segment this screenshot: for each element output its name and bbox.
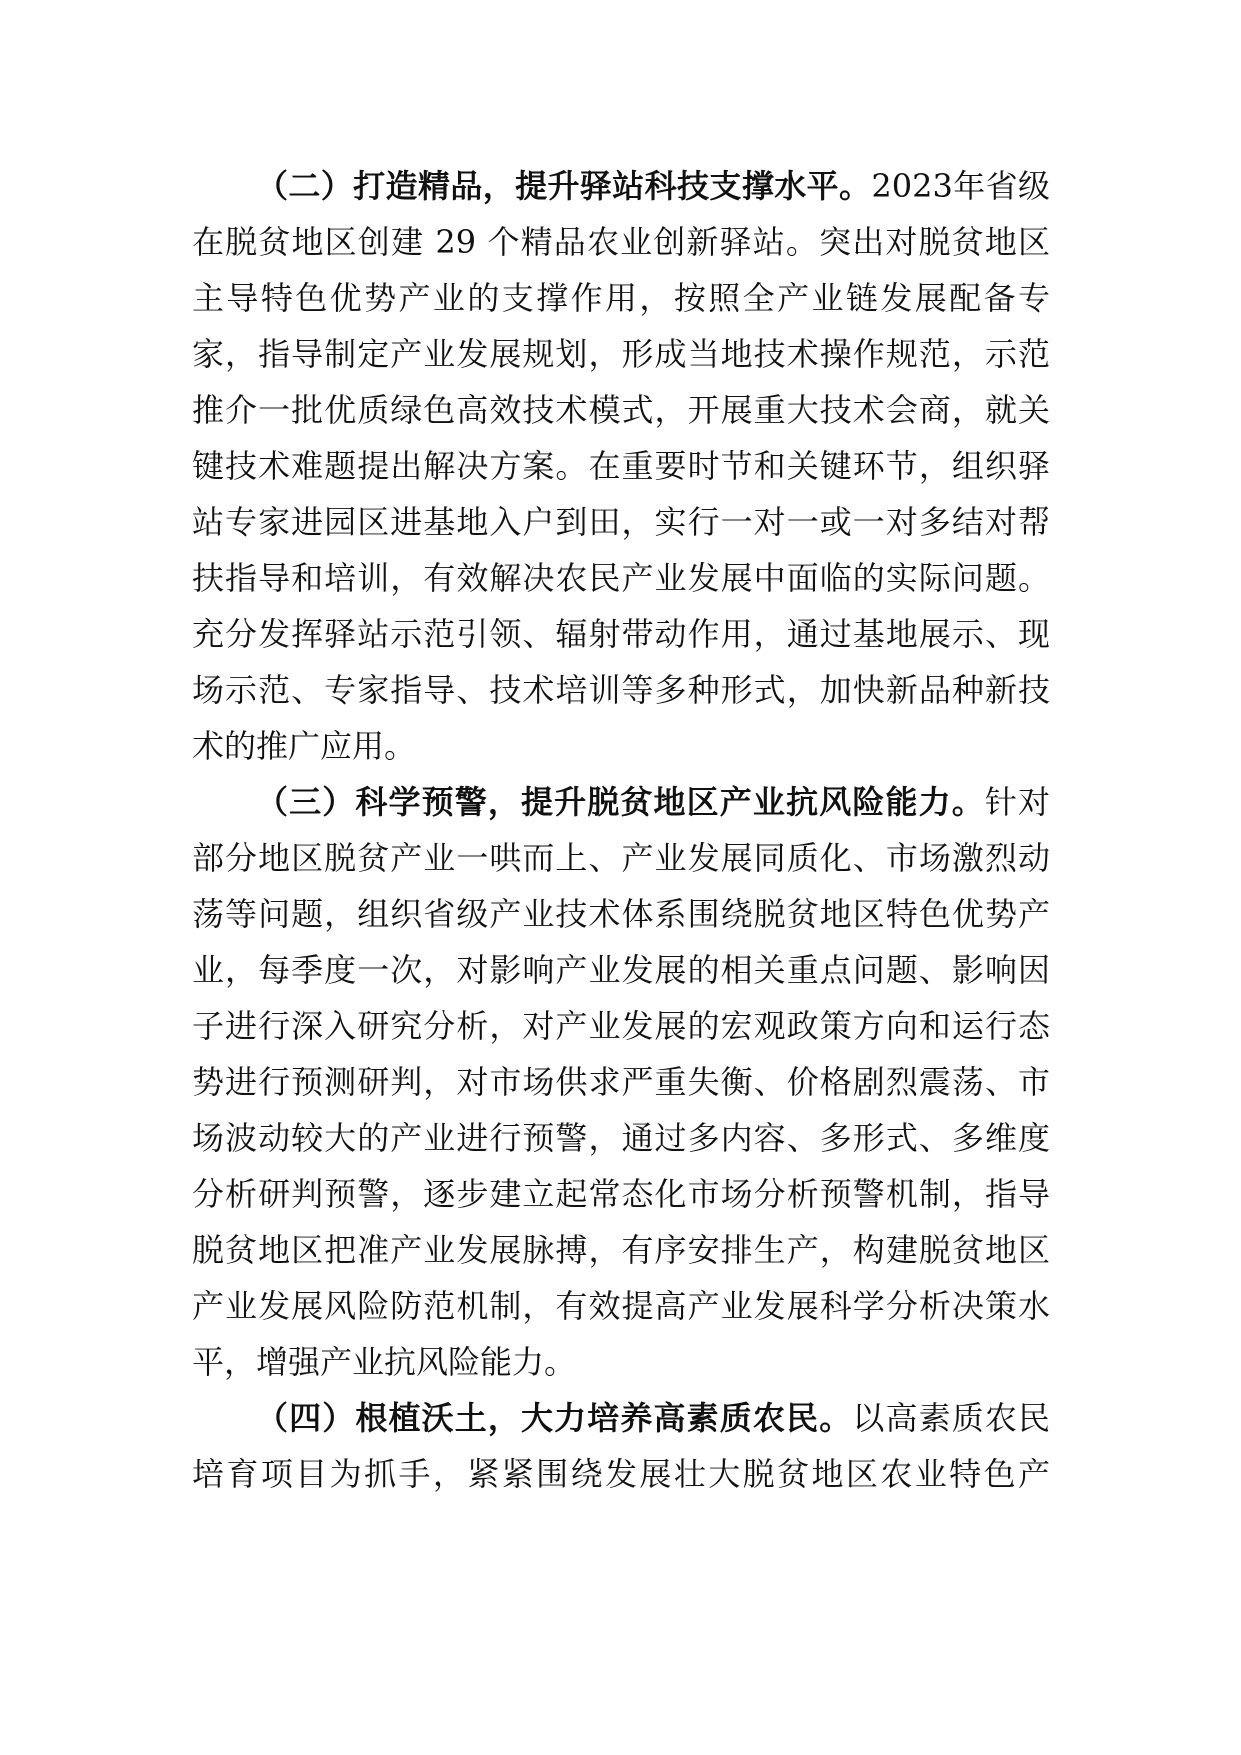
text-line: 场示范、专家指导、技术培训等多种形式，加快新品种新技	[192, 671, 1050, 709]
text-run: 针对	[984, 783, 1050, 821]
text-line: 推介一批优质绿色高效技术模式，开展重大技术会商，就关	[192, 391, 1050, 429]
text-line: 平，增强产业抗风险能力。	[192, 1343, 577, 1381]
text-line: 扶指导和培训，有效解决农民产业发展中面临的实际问题。	[192, 559, 1050, 597]
text-line: 在脱贫地区创建 29 个精品农业创新驿站。突出对脱贫地区	[192, 223, 1050, 261]
section-heading-4: （四）根植沃土，大力培养高素质农民。	[256, 1399, 853, 1437]
text-line: 荡等问题，组织省级产业技术体系围绕脱贫地区特色优势产	[192, 895, 1050, 933]
text-line: 术的推广应用。	[192, 727, 417, 765]
text-line: 站专家进园区进基地入户到田，实行一对一或一对多结对帮	[192, 503, 1050, 541]
paragraph-2-line-1	[256, 158, 1050, 214]
text-line: 键技术难题提出解决方案。在重要时节和关键环节，组织驿	[192, 447, 1050, 485]
text-line: 子进行深入研究分析，对产业发展的宏观政策方向和运行态	[192, 1007, 1050, 1045]
section-heading-3: （三）科学预警，提升脱贫地区产业抗风险能力。	[256, 783, 985, 821]
text-line: 势进行预测研判，对市场供求严重失衡、价格剧烈震荡、市	[192, 1063, 1050, 1101]
text-line: 部分地区脱贫产业一哄而上、产业发展同质化、市场激烈动	[192, 839, 1050, 877]
section-heading-2: （二）打造精品，提升驿站科技支撑水平。	[256, 167, 872, 205]
paragraph-3-line-1	[256, 774, 1050, 830]
text-line: 脱贫地区把准产业发展脉搏，有序安排生产，构建脱贫地区	[192, 1231, 1050, 1269]
text-run: 2023年省级	[871, 167, 1050, 205]
paragraph-4-line-1	[256, 1390, 1050, 1446]
text-run: 以高素质农民	[852, 1399, 1050, 1437]
text-line: 培育项目为抓手，紧紧围绕发展壮大脱贫地区农业特色产	[192, 1455, 1050, 1493]
text-line: 场波动较大的产业进行预警，通过多内容、多形式、多维度	[192, 1119, 1050, 1157]
text-line: 主导特色优势产业的支撑作用，按照全产业链发展配备专	[192, 279, 1050, 317]
text-line: 充分发挥驿站示范引领、辐射带动作用，通过基地展示、现	[192, 615, 1050, 653]
text-line: 业，每季度一次，对影响产业发展的相关重点问题、影响因	[192, 951, 1050, 989]
text-line: 分析研判预警，逐步建立起常态化市场分析预警机制，指导	[192, 1175, 1050, 1213]
text-line: 家，指导制定产业发展规划，形成当地技术操作规范，示范	[192, 335, 1050, 373]
text-line: 产业发展风险防范机制，有效提高产业发展科学分析决策水	[192, 1287, 1050, 1325]
